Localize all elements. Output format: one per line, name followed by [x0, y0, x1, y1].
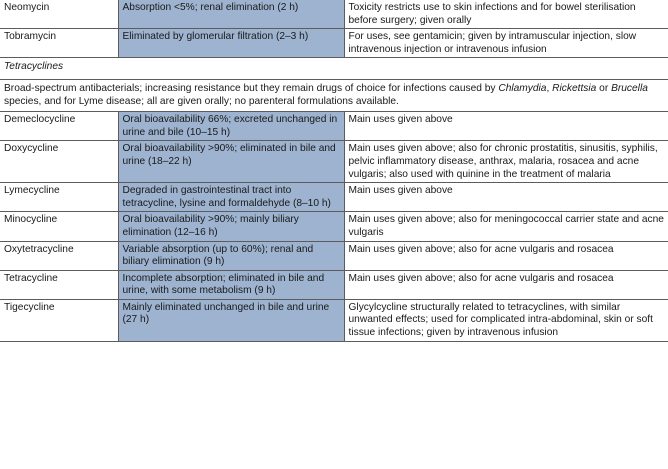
drug-name: Neomycin [0, 0, 118, 29]
drug-name: Tobramycin [0, 29, 118, 58]
pharmacokinetics: Variable absorption (up to 60%); renal and biliary elimination (9 h) [118, 241, 344, 270]
table-row [0, 141, 668, 183]
section-note [0, 79, 668, 111]
drug-uses: Main uses given above; also for acne vulgaris and rosacea [344, 270, 668, 299]
drug-name: Tetracycline [0, 270, 118, 299]
note-organism-brucella: Brucella [611, 82, 648, 94]
table-row [0, 241, 668, 270]
table-row [0, 299, 668, 341]
pharmacokinetics: Degraded in gastrointestinal tract into tetracycline, lysine and formaldehyde (8–10 h) [118, 183, 344, 212]
drug-uses: Toxicity restricts use to skin infections and for bowel sterilisation before surgery; given orally [344, 0, 668, 29]
pharmacokinetics: Mainly eliminated unchanged in bile and urine (27 h) [118, 299, 344, 341]
drug-uses: Main uses given above [344, 112, 668, 141]
drug-uses: Main uses given above; also for acne vulgaris and rosacea [344, 241, 668, 270]
table-row [0, 183, 668, 212]
section-title: Tetracyclines [0, 58, 668, 80]
note-organism-chlamydia: Chlamydia [498, 82, 547, 94]
note-organism-rickettsia: Rickettsia [552, 82, 597, 94]
drug-uses: Main uses given above; also for chronic prostatitis, sinusitis, syphilis, pelvic inflammatory disease, anthrax, malaria, rosacea and acne vulgaris; also used with quinine in the treatment of malaria [344, 141, 668, 183]
table-row [0, 29, 668, 58]
table-row [0, 112, 668, 141]
drug-name: Minocycline [0, 212, 118, 241]
note-text: or [596, 82, 612, 94]
pharmacokinetics: Eliminated by glomerular filtration (2–3 h) [118, 29, 344, 58]
drug-name: Doxycycline [0, 141, 118, 183]
note-text: , [546, 82, 553, 94]
table-row [0, 270, 668, 299]
pharmacokinetics: Absorption <5%; renal elimination (2 h) [118, 0, 344, 29]
note-text: species, and for Lyme disease; all are given orally; no parenteral formulations available. [4, 95, 399, 107]
section-header-row [0, 58, 668, 80]
drug-name: Demeclocycline [0, 112, 118, 141]
pharmacokinetics: Oral bioavailability 66%; excreted unchanged in urine and bile (10–15 h) [118, 112, 344, 141]
drug-uses: Main uses given above [344, 183, 668, 212]
drug-name: Tigecycline [0, 299, 118, 341]
section-note-row [0, 79, 668, 111]
drug-uses: Glycylcycline structurally related to tetracyclines, with similar unwanted effects; used for complicated intra-abdominal, skin or soft tissue infections; given by intravenous infusion [344, 299, 668, 341]
drug-uses: Main uses given above; also for meningococcal carrier state and acne vulgaris [344, 212, 668, 241]
drug-uses: For uses, see gentamicin; given by intramuscular injection, slow intravenous injection or intravenous infusion [344, 29, 668, 58]
drug-name: Oxytetracycline [0, 241, 118, 270]
table-row [0, 212, 668, 241]
drug-name: Lymecycline [0, 183, 118, 212]
pharmacokinetics: Oral bioavailability >90%; mainly biliary elimination (12–16 h) [118, 212, 344, 241]
pharmacokinetics: Incomplete absorption; eliminated in bile and urine, with some metabolism (9 h) [118, 270, 344, 299]
pharmacokinetics: Oral bioavailability >90%; eliminated in bile and urine (18–22 h) [118, 141, 344, 183]
table-row [0, 0, 668, 29]
note-text: Broad-spectrum antibacterials; increasing resistance but they remain drugs of choice for infections caused by [4, 82, 499, 94]
